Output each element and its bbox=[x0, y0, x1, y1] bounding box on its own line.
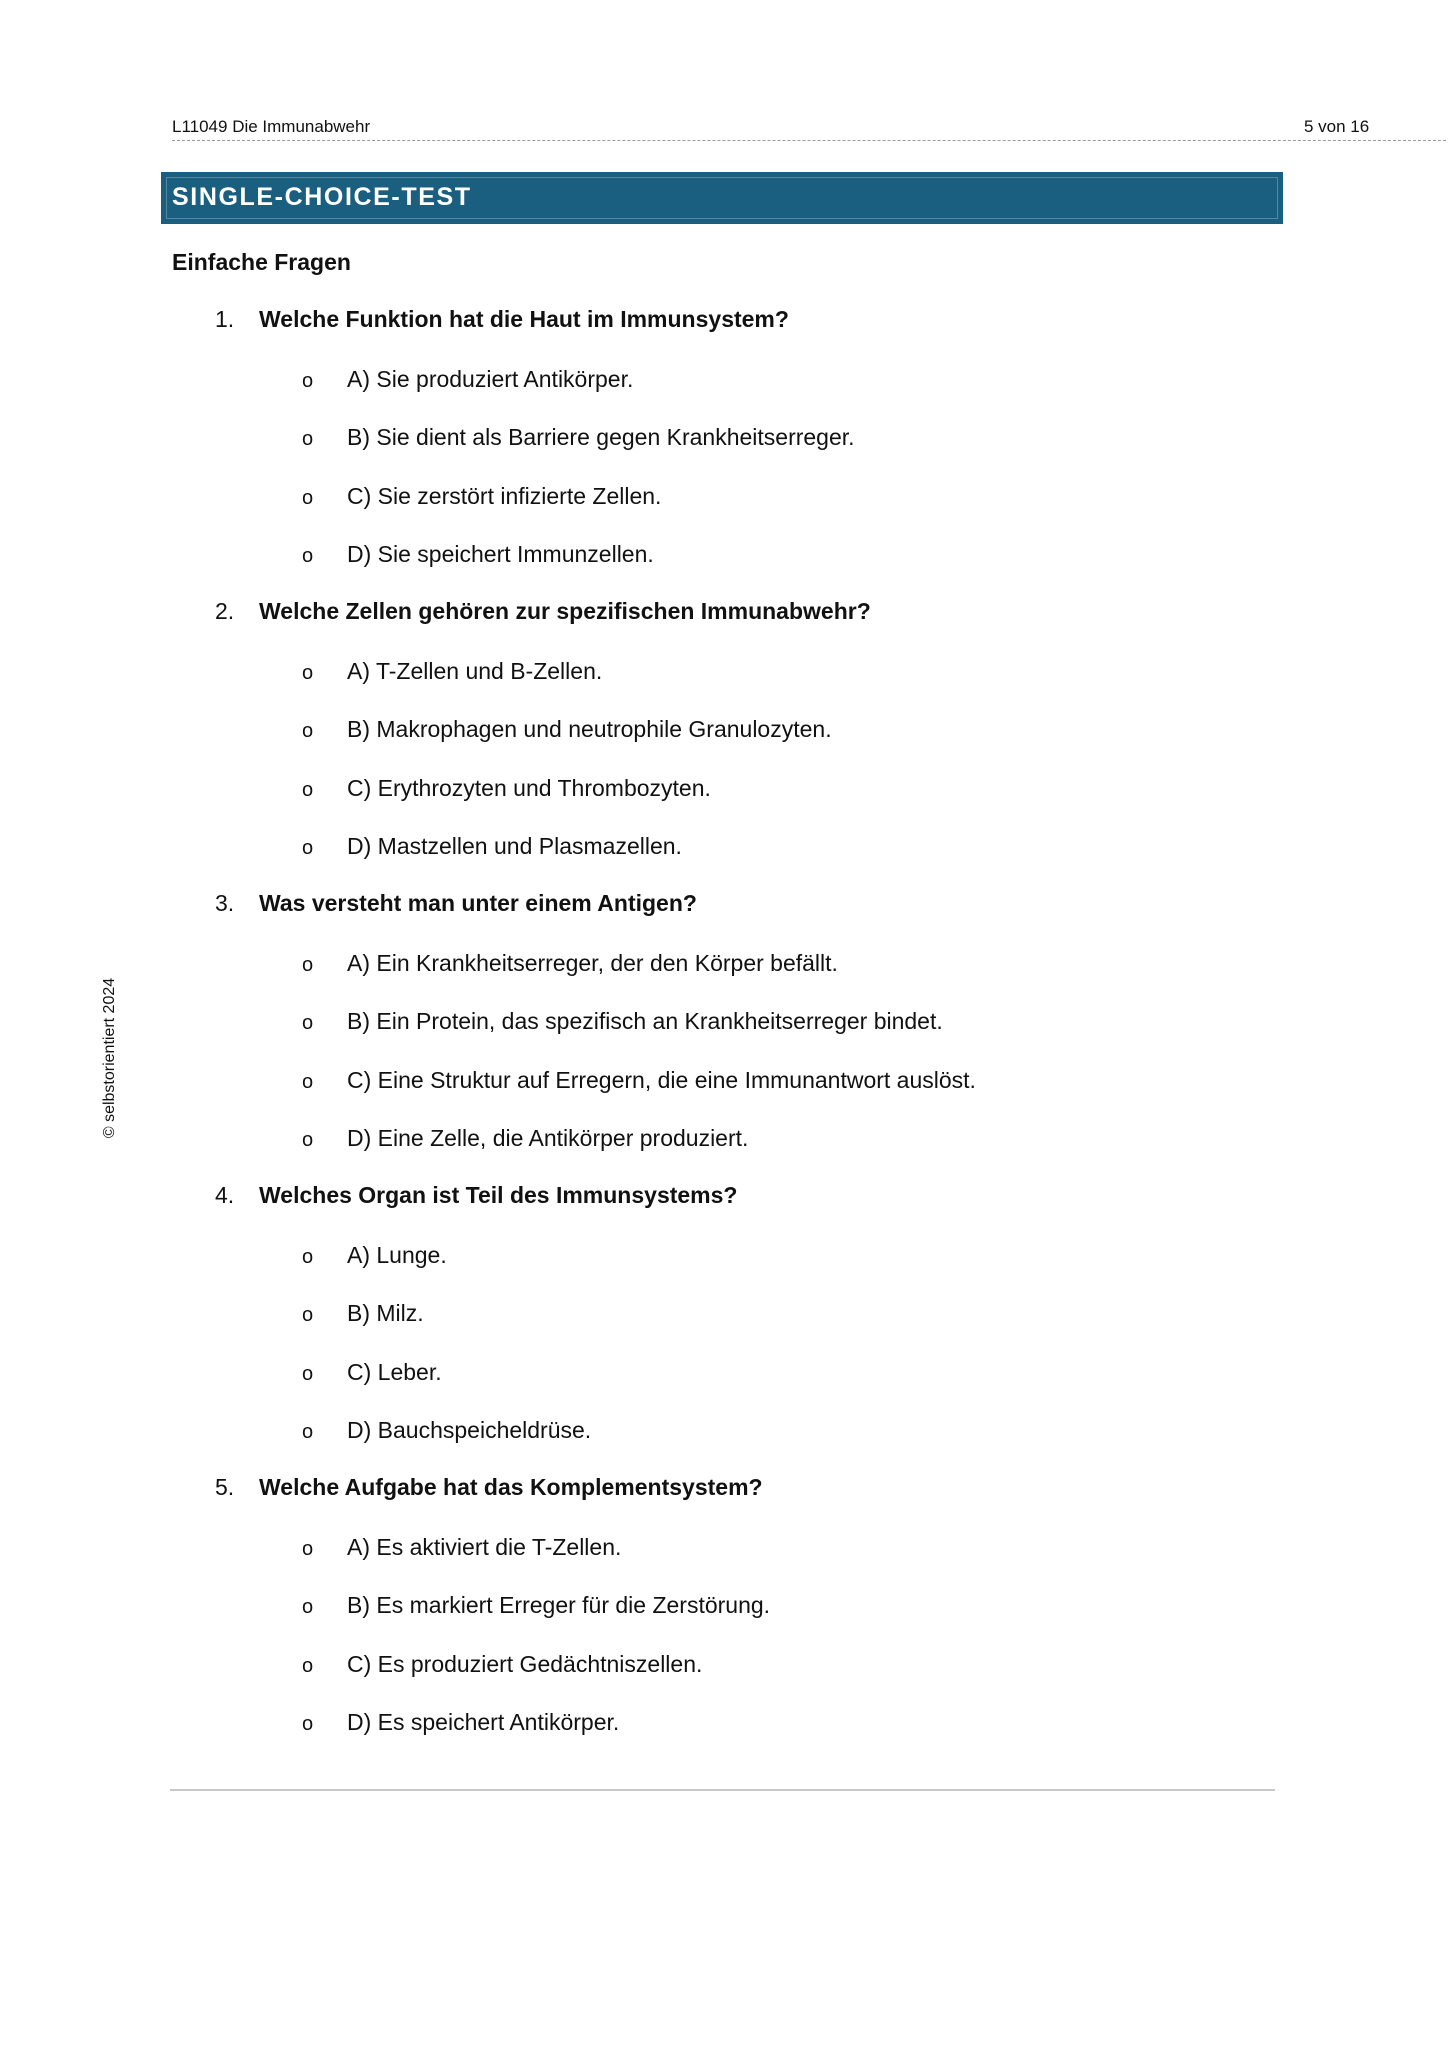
option-text: D) Sie speichert Immunzellen. bbox=[347, 541, 654, 567]
option-text: C) Eine Struktur auf Erregern, die eine Immunantwort auslöst. bbox=[347, 1067, 976, 1093]
option-bullet: o bbox=[302, 1012, 314, 1034]
option-bullet: o bbox=[302, 1421, 314, 1443]
option-text: C) Es produziert Gedächtniszellen. bbox=[347, 1651, 703, 1677]
section-banner bbox=[161, 172, 1283, 224]
question-number: 1. bbox=[215, 306, 235, 332]
option-2c[interactable] bbox=[302, 775, 711, 802]
option-3a[interactable] bbox=[302, 950, 838, 977]
option-bullet: o bbox=[302, 837, 314, 859]
question-text: Welche Zellen gehören zur spezifischen Immunabwehr? bbox=[259, 598, 871, 624]
question-1 bbox=[215, 306, 789, 333]
option-text: B) Sie dient als Barriere gegen Krankheitserreger. bbox=[347, 424, 855, 450]
option-1a[interactable] bbox=[302, 366, 633, 393]
option-text: B) Es markiert Erreger für die Zerstörung. bbox=[347, 1592, 771, 1618]
option-text: B) Ein Protein, das spezifisch an Krankheitserreger bindet. bbox=[347, 1008, 943, 1034]
option-bullet: o bbox=[302, 1655, 314, 1677]
option-bullet: o bbox=[302, 1246, 314, 1268]
question-number: 3. bbox=[215, 890, 235, 916]
option-5a[interactable] bbox=[302, 1534, 621, 1561]
question-text: Was versteht man unter einem Antigen? bbox=[259, 890, 697, 916]
option-4d[interactable] bbox=[302, 1417, 591, 1444]
question-3 bbox=[215, 890, 697, 917]
page-number: 5 von 16 bbox=[1304, 117, 1370, 136]
option-text: A) Es aktiviert die T-Zellen. bbox=[347, 1534, 622, 1560]
option-bullet: o bbox=[302, 1071, 314, 1093]
section-title: SINGLE-CHOICE-TEST bbox=[172, 183, 472, 211]
document-title: L11049 Die Immunabwehr bbox=[172, 117, 371, 136]
option-1c[interactable] bbox=[302, 483, 661, 510]
option-bullet: o bbox=[302, 428, 314, 450]
option-bullet: o bbox=[302, 1713, 314, 1735]
option-bullet: o bbox=[302, 1596, 314, 1618]
option-bullet: o bbox=[302, 954, 314, 976]
option-text: A) Ein Krankheitserreger, der den Körper befällt. bbox=[347, 950, 838, 976]
question-text: Welche Funktion hat die Haut im Immunsystem? bbox=[259, 306, 789, 332]
option-3d[interactable] bbox=[302, 1125, 748, 1152]
footer-divider bbox=[170, 1789, 1275, 1791]
option-bullet: o bbox=[302, 1538, 314, 1560]
option-text: D) Bauchspeicheldrüse. bbox=[347, 1417, 592, 1443]
option-5c[interactable] bbox=[302, 1651, 702, 1678]
option-bullet: o bbox=[302, 779, 314, 801]
option-text: C) Leber. bbox=[347, 1359, 442, 1385]
question-number: 5. bbox=[215, 1474, 235, 1500]
option-2b[interactable] bbox=[302, 716, 832, 743]
option-bullet: o bbox=[302, 1129, 314, 1151]
question-2 bbox=[215, 598, 871, 625]
option-bullet: o bbox=[302, 662, 314, 684]
option-text: D) Es speichert Antikörper. bbox=[347, 1709, 620, 1735]
option-text: C) Sie zerstört infizierte Zellen. bbox=[347, 483, 662, 509]
option-text: A) Lunge. bbox=[347, 1242, 447, 1268]
copyright-notice: © selbstorientiert 2024 bbox=[101, 977, 118, 1139]
question-5 bbox=[215, 1474, 763, 1501]
option-text: A) T-Zellen und B-Zellen. bbox=[347, 658, 603, 684]
question-number: 2. bbox=[215, 598, 235, 624]
option-text: C) Erythrozyten und Thrombozyten. bbox=[347, 775, 711, 801]
question-4 bbox=[215, 1182, 737, 1209]
option-text: A) Sie produziert Antikörper. bbox=[347, 366, 634, 392]
subheading: Einfache Fragen bbox=[172, 249, 351, 275]
option-1b[interactable] bbox=[302, 424, 855, 451]
option-bullet: o bbox=[302, 1304, 314, 1326]
option-text: B) Makrophagen und neutrophile Granulozyten. bbox=[347, 716, 832, 742]
option-text: D) Eine Zelle, die Antikörper produziert. bbox=[347, 1125, 749, 1151]
question-text: Welches Organ ist Teil des Immunsystems? bbox=[259, 1182, 738, 1208]
option-2d[interactable] bbox=[302, 833, 682, 860]
option-bullet: o bbox=[302, 370, 314, 392]
option-4b[interactable] bbox=[302, 1300, 424, 1327]
option-bullet: o bbox=[302, 1363, 314, 1385]
option-1d[interactable] bbox=[302, 541, 654, 568]
option-bullet: o bbox=[302, 487, 314, 509]
option-2a[interactable] bbox=[302, 658, 602, 685]
option-4c[interactable] bbox=[302, 1359, 442, 1386]
option-text: B) Milz. bbox=[347, 1300, 424, 1326]
page-header bbox=[172, 114, 1446, 141]
option-5b[interactable] bbox=[302, 1592, 770, 1619]
option-bullet: o bbox=[302, 720, 314, 742]
option-text: D) Mastzellen und Plasmazellen. bbox=[347, 833, 682, 859]
option-3c[interactable] bbox=[302, 1067, 976, 1094]
option-3b[interactable] bbox=[302, 1008, 943, 1035]
option-5d[interactable] bbox=[302, 1709, 619, 1736]
option-4a[interactable] bbox=[302, 1242, 447, 1269]
question-number: 4. bbox=[215, 1182, 235, 1208]
option-bullet: o bbox=[302, 545, 314, 567]
question-text: Welche Aufgabe hat das Komplementsystem? bbox=[259, 1474, 763, 1500]
